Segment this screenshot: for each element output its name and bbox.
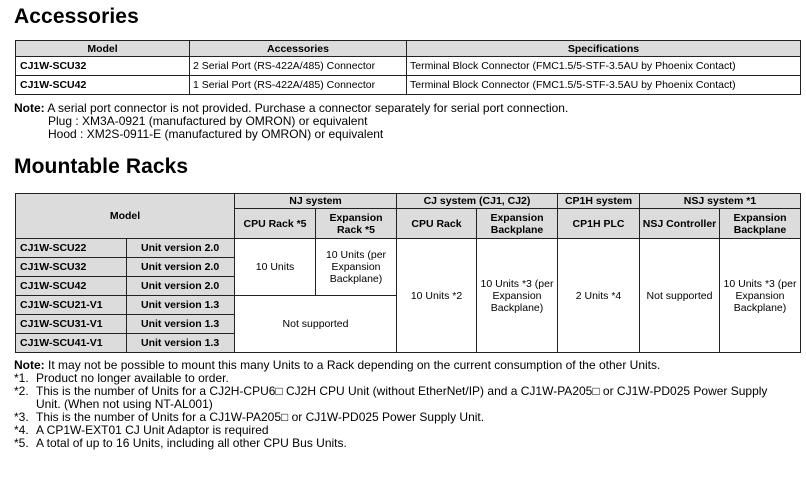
table-header-row — [16, 41, 801, 57]
header-cj-expansion-backplane: Expansion Backplane — [477, 209, 558, 239]
note-label: Note: — [14, 358, 45, 372]
footnote — [14, 437, 794, 450]
version-cell: Unit version 1.3 — [127, 315, 235, 334]
footnote-text: This is the number of Units for a CJ1W-PA205□ or CJ1W-PD025 Power Supply Unit. — [36, 410, 485, 424]
nsj-controller-cell: Not supported — [640, 239, 720, 353]
note-text: It may not be possible to mount this many Units to a Rack depending on the current consumption of the other Units. — [48, 358, 661, 372]
table-header-row — [16, 194, 801, 209]
model-cell: CJ1W-SCU22 — [16, 239, 127, 258]
table-row — [16, 239, 801, 258]
spec-cell: Terminal Block Connector (FMC1.5/5-STF-3.5AU by Phoenix Contact) — [407, 76, 801, 95]
footnote-mark: *4. — [14, 423, 29, 437]
model-cell: CJ1W-SCU32 — [16, 258, 127, 277]
spec-cell: Terminal Block Connector (FMC1.5/5-STF-3.5AU by Phoenix Contact) — [407, 57, 801, 76]
plug-line: Plug : XM3A-0921 (manufactured by OMRON) or equivalent — [48, 114, 368, 128]
header-nj-cpu-rack: CPU Rack *5 — [235, 209, 316, 239]
accessories-note — [14, 102, 568, 141]
header-nsj-system: NSJ system *1 — [640, 194, 801, 209]
version-cell: Unit version 1.3 — [127, 296, 235, 315]
table-row — [16, 76, 801, 95]
header-accessories: Accessories — [190, 41, 407, 57]
model-cell: CJ1W-SCU32 — [16, 57, 190, 76]
racks-notes — [14, 359, 794, 450]
nj-expansion-rack-v2-cell: 10 Units (per Expansion Backplane) — [316, 239, 397, 296]
accessories-table — [15, 40, 801, 95]
footnote-mark: *2. — [14, 384, 29, 398]
footnote — [14, 385, 794, 411]
footnote-text: A CP1W-EXT01 CJ Unit Adaptor is required — [36, 423, 269, 437]
model-cell: CJ1W-SCU21-V1 — [16, 296, 127, 315]
cj-cpu-rack-cell: 10 Units *2 — [397, 239, 477, 353]
nj-cpu-rack-v2-cell: 10 Units — [235, 239, 316, 296]
accessories-heading: Accessories — [14, 5, 139, 28]
header-nsj-controller: NSJ Controller — [640, 209, 720, 239]
footnote-text: A total of up to 16 Units, including all other CPU Bus Units. — [36, 436, 347, 450]
model-cell: CJ1W-SCU31-V1 — [16, 315, 127, 334]
footnote-text: This is the number of Units for a CJ2H-CPU6□ CJ2H CPU Unit (without EtherNet/IP) and a CJ1W-PA205□ or CJ1W-PD025 Power Supply Unit. (When not using NT-AL001) — [36, 384, 768, 411]
model-cell: CJ1W-SCU42 — [16, 76, 190, 95]
header-cj-cpu-rack: CPU Rack — [397, 209, 477, 239]
header-cj-system: CJ system (CJ1, CJ2) — [397, 194, 558, 209]
cp1h-plc-cell: 2 Units *4 — [558, 239, 640, 353]
header-cp1h-plc: CP1H PLC — [558, 209, 640, 239]
header-model: Model — [16, 41, 190, 57]
mountable-racks-table — [15, 193, 801, 353]
accessory-cell: 2 Serial Port (RS-422A/485) Connector — [190, 57, 407, 76]
note-label: Note: — [14, 101, 45, 115]
footnote-text: Product no longer available to order. — [36, 371, 229, 385]
header-cp1h-system: CP1H system — [558, 194, 640, 209]
header-nj-system: NJ system — [235, 194, 397, 209]
nj-not-supported-cell: Not supported — [235, 296, 397, 353]
accessory-cell: 1 Serial Port (RS-422A/485) Connector — [190, 76, 407, 95]
cj-expansion-backplane-cell: 10 Units *3 (per Expansion Backplane) — [477, 239, 558, 353]
nsj-expansion-backplane-cell: 10 Units *3 (per Expansion Backplane) — [720, 239, 801, 353]
header-nsj-expansion-backplane: Expansion Backplane — [720, 209, 801, 239]
version-cell: Unit version 1.3 — [127, 334, 235, 353]
model-cell: CJ1W-SCU41-V1 — [16, 334, 127, 353]
model-cell: CJ1W-SCU42 — [16, 277, 127, 296]
mountable-racks-heading: Mountable Racks — [14, 155, 189, 178]
header-model: Model — [16, 194, 235, 239]
note-text: A serial port connector is not provided. Purchase a connector separately for serial port connection. — [47, 101, 569, 115]
version-cell: Unit version 2.0 — [127, 277, 235, 296]
footnote-mark: *3. — [14, 410, 29, 424]
footnote-mark: *1. — [14, 371, 29, 385]
version-cell: Unit version 2.0 — [127, 239, 235, 258]
footnote-mark: *5. — [14, 436, 29, 450]
table-row — [16, 57, 801, 76]
header-nj-expansion-rack: Expansion Rack *5 — [316, 209, 397, 239]
version-cell: Unit version 2.0 — [127, 258, 235, 277]
header-specifications: Specifications — [407, 41, 801, 57]
hood-line: Hood : XM2S-0911-E (manufactured by OMRON) or equivalent — [48, 127, 384, 141]
